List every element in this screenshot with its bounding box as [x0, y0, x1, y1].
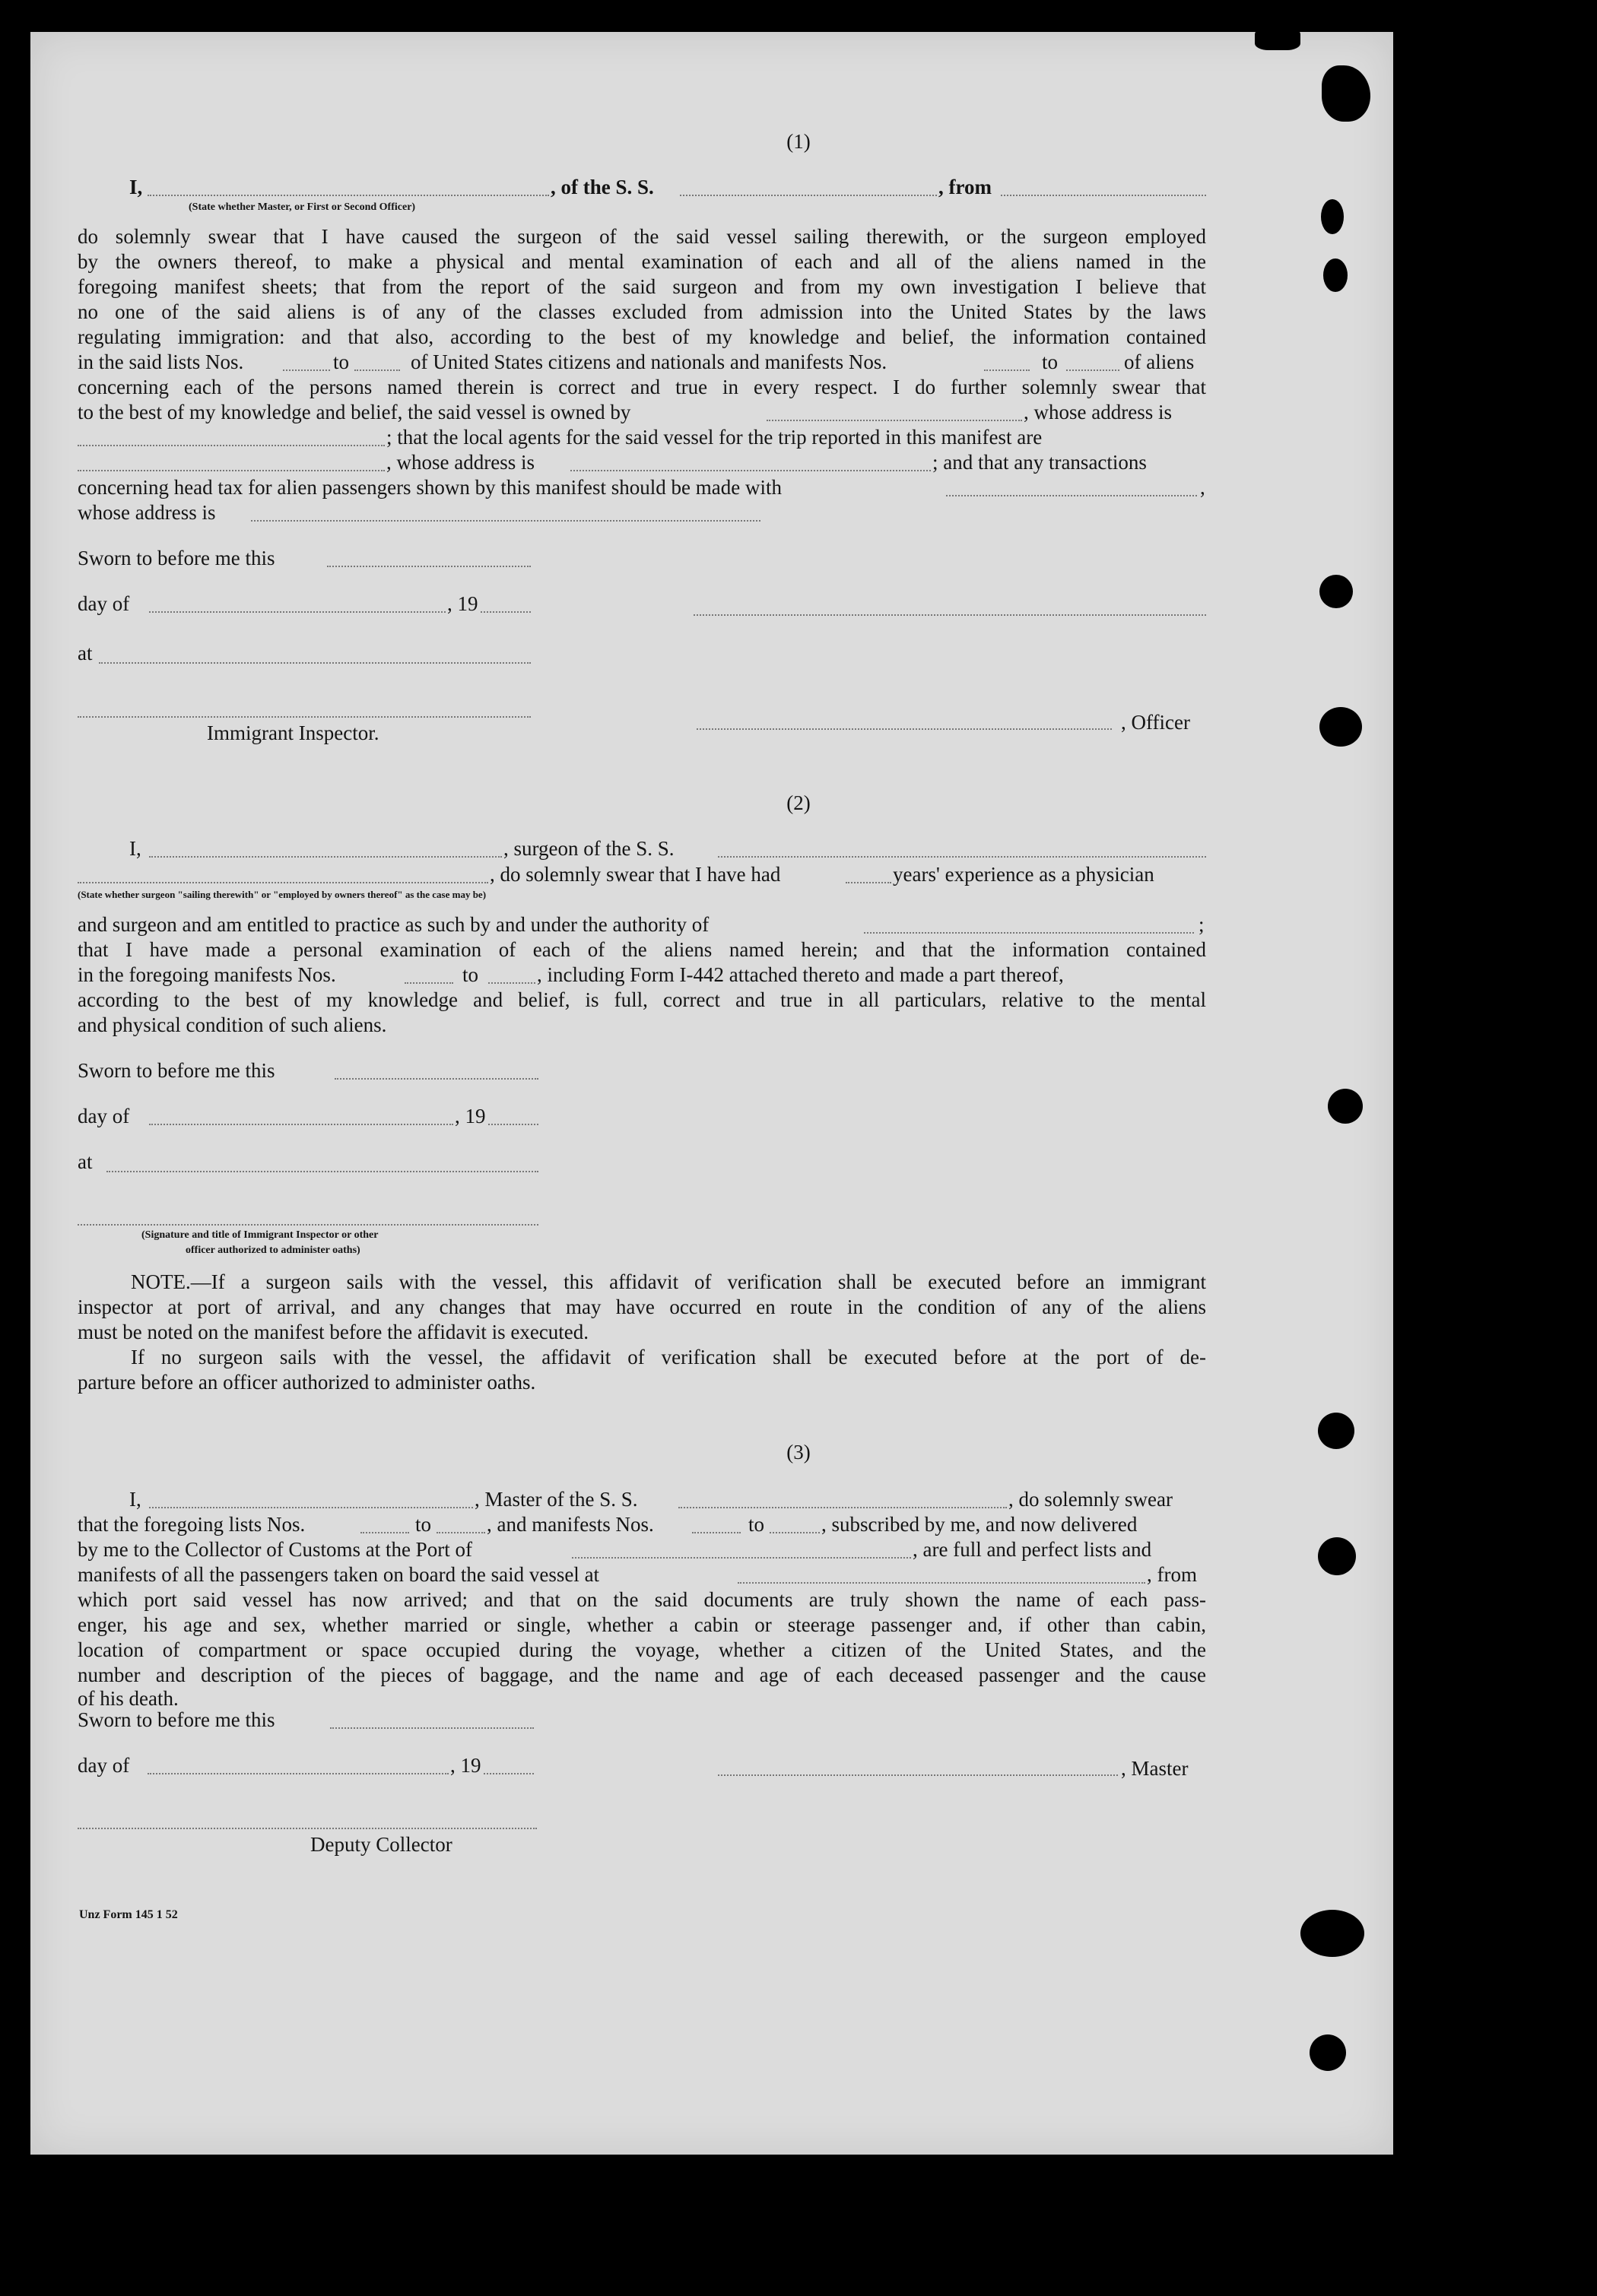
year-label: , 19 [450, 1754, 481, 1777]
year-label: , 19 [447, 592, 478, 615]
torn-edge [1255, 27, 1300, 50]
vessel-name-line[interactable] [718, 856, 1206, 858]
agents-line[interactable] [78, 470, 385, 471]
surgeon-note: (State whether surgeon "sailing therewith" or "employed by owners thereof" as the case may be) [78, 889, 487, 900]
vessel-name-line[interactable] [680, 195, 937, 196]
manifests-label: in the foregoing manifests Nos. [78, 963, 336, 986]
swear-label: , do solemnly swear [1008, 1488, 1173, 1511]
manifests-to-line[interactable] [770, 1532, 820, 1533]
officer-name-line[interactable] [148, 195, 549, 196]
to-label: to [333, 350, 350, 373]
punch-hole [1328, 1089, 1363, 1124]
s3-line: of his death. [78, 1687, 179, 1710]
authority-label: and surgeon and am entitled to practice as such by and under the authority of [78, 913, 710, 936]
sworn-date-line[interactable] [330, 1727, 534, 1729]
deputy-collector-label: Deputy Collector [310, 1833, 452, 1856]
port-line[interactable] [572, 1557, 911, 1559]
transactions-label: ; and that any transactions [932, 451, 1147, 474]
sworn-date-line[interactable] [335, 1078, 538, 1080]
note-line: must be noted on the manifest before the affidavit is executed. [78, 1321, 589, 1343]
day-of-label: day of [78, 592, 130, 615]
owned-by-label: to the best of my knowledge and belief, the said vessel is owned by [78, 401, 631, 423]
note-line: inspector at port of arrival, and any changes that may have occurred en route in the condition of any of the aliens [78, 1295, 1206, 1318]
sworn-label: Sworn to before me this [78, 1708, 275, 1731]
form-i442-label: , including Form I-442 attached thereto and made a part thereof, [537, 963, 1064, 986]
s3-line: which port said vessel has now arrived; and that on the said documents are truly shown the name of each pass- [78, 1588, 1206, 1611]
s1-line: by the owners thereof, to make a physical and mental examination of each and all of the aliens named in the [78, 250, 1206, 273]
collector-signature-line[interactable] [78, 1828, 537, 1829]
from-port-line[interactable] [1001, 195, 1206, 196]
lists-from-line[interactable] [283, 369, 330, 371]
s1-line: foregoing manifest sheets; that from the report of the said surgeon and from my own investigation I believe that [78, 275, 1206, 298]
swear-label: , do solemnly swear that I have had [490, 863, 781, 886]
officer-signature-line[interactable] [694, 614, 1206, 616]
s2-line: and physical condition of such aliens. [78, 1013, 387, 1036]
manifests-from-line[interactable] [984, 369, 1030, 371]
manifests-to-line[interactable] [488, 982, 535, 984]
master-signature-line[interactable] [718, 1774, 1118, 1776]
s3-line: enger, his age and sex, whether married or single, whether a cabin or steerage passenger and, if other than cabin, [78, 1613, 1206, 1636]
officer-title-line[interactable] [697, 728, 1112, 730]
manifests-to-line[interactable] [1066, 369, 1119, 371]
lists-to-line[interactable] [354, 369, 400, 371]
master-sig-label: , Master [1121, 1757, 1189, 1780]
note-line: NOTE.—If a surgeon sails with the vessel, this affidavit of verification shall be executed before an immigrant [131, 1270, 1206, 1293]
note-line: parture before an officer authorized to administer oaths. [78, 1371, 536, 1394]
head-tax-address-line[interactable] [251, 520, 760, 522]
officer-label: , Officer [1121, 711, 1190, 734]
s2-line: according to the best of my knowledge and belief, is full, correct and true in all particulars, relative to the mental [78, 988, 1206, 1011]
port-label: by me to the Collector of Customs at the Port of [78, 1538, 472, 1561]
s2-line: that I have made a personal examination of each of the aliens named herein; and that the information contained [78, 938, 1206, 961]
surgeon-label: , surgeon of the S. S. [503, 837, 675, 860]
s3-line: number and description of the pieces of baggage, and the name and age of each deceased passenger and the cause [78, 1663, 1206, 1686]
to-label: to [462, 963, 479, 986]
at-label: at [78, 642, 93, 664]
punch-hole [1323, 258, 1348, 292]
year-line[interactable] [481, 611, 531, 613]
signature-line[interactable] [78, 1224, 538, 1226]
year-line[interactable] [488, 1124, 538, 1125]
surgeon-name-line[interactable] [149, 856, 502, 858]
sworn-label: Sworn to before me this [78, 547, 275, 569]
inspector-label: Immigrant Inspector. [207, 721, 379, 744]
owner-line[interactable] [767, 420, 1022, 421]
aliens-label: of aliens [1124, 350, 1195, 373]
punch-hole [1321, 199, 1344, 234]
s1-line: no one of the said aliens is of any of the classes excluded from admission into the United States by the laws [78, 300, 1206, 323]
whose-address-label: whose address is [78, 501, 216, 524]
to-label: to [1042, 350, 1059, 373]
section-1-number: (1) [786, 130, 811, 153]
section-2-number: (2) [786, 791, 811, 814]
master-name-line[interactable] [149, 1507, 473, 1508]
whose-address-label: , whose address is [1024, 401, 1172, 423]
manifests-from-line[interactable] [405, 982, 453, 984]
s1-line: do solemnly swear that I have caused the surgeon of the said vessel sailing therewith, or the surgeon employed [78, 225, 1206, 248]
to-label: to [748, 1513, 765, 1536]
punch-hole [1300, 1910, 1364, 1957]
owner-address-line[interactable] [78, 445, 385, 446]
s1-lists-label: in the said lists Nos. [78, 350, 244, 373]
taken-on-board-label: manifests of all the passengers taken on board the said vessel at [78, 1563, 600, 1586]
years-line[interactable] [846, 882, 891, 883]
sworn-date-line[interactable] [327, 566, 531, 567]
signature-note: officer authorized to administer oaths) [186, 1245, 360, 1256]
boarding-port-line[interactable] [738, 1582, 1145, 1584]
s3-line: location of compartment or space occupied during the voyage, whether a citizen of the United States, and the [78, 1638, 1206, 1661]
day-of-label: day of [78, 1105, 130, 1127]
at-label: at [78, 1150, 93, 1173]
s1-line: concerning each of the persons named therein is correct and true in every respect. I do further solemnly swear that [78, 376, 1206, 398]
day-of-line[interactable] [149, 1124, 453, 1125]
from-label: , from [1147, 1563, 1197, 1586]
punch-hole [1310, 2034, 1346, 2071]
to-label: to [415, 1513, 432, 1536]
sworn-label: Sworn to before me this [78, 1059, 275, 1082]
day-of-label: day of [78, 1754, 130, 1777]
day-of-line[interactable] [148, 1773, 449, 1774]
head-tax-line[interactable] [946, 495, 1197, 496]
form-number: Unz Form 145 1 52 [79, 1908, 178, 1921]
punch-hole [1318, 1537, 1356, 1575]
at-line[interactable] [106, 1171, 538, 1172]
year-label: , 19 [455, 1105, 486, 1127]
punch-hole [1319, 707, 1362, 747]
signature-note: (Signature and title of Immigrant Inspector or other [141, 1229, 379, 1241]
section-3-number: (3) [786, 1441, 811, 1464]
lists-to-line[interactable] [437, 1532, 485, 1533]
manifests-label: , and manifests Nos. [487, 1513, 654, 1536]
citizens-label: of United States citizens and nationals and manifests Nos. [411, 350, 887, 373]
surgeon-type-line[interactable] [78, 882, 488, 883]
years-label: years' experience as a physician [893, 863, 1154, 886]
at-line[interactable] [99, 662, 531, 664]
i-label: I, [129, 837, 141, 860]
perfect-lists-label: , are full and perfect lists and [913, 1538, 1152, 1561]
note-line: If no surgeon sails with the vessel, the affidavit of verification shall be executed before at the port of de- [131, 1346, 1206, 1368]
punch-hole [1319, 575, 1353, 608]
from-label: , from [938, 176, 992, 198]
agents-address-line[interactable] [570, 470, 931, 471]
officer-note: (State whether Master, or First or Second Officer) [189, 201, 416, 213]
lists-label: that the foregoing lists Nos. [78, 1513, 306, 1536]
whose-address-label: , whose address is [386, 451, 535, 474]
comma: , [1200, 476, 1205, 499]
lists-from-line[interactable] [360, 1532, 409, 1533]
day-of-line[interactable] [149, 611, 446, 613]
s1-line: regulating immigration: and that also, according to the best of my knowledge and belief, the information contained [78, 325, 1206, 348]
delivered-label: , subscribed by me, and now delivered [821, 1513, 1138, 1536]
semicolon: ; [1199, 913, 1205, 936]
inspector-signature-line[interactable] [78, 716, 531, 718]
year-line[interactable] [484, 1773, 534, 1774]
authority-line[interactable] [864, 932, 1194, 934]
i-label: I, [129, 1488, 141, 1511]
local-agents-label: ; that the local agents for the said vessel for the trip reported in this manifest are [386, 426, 1043, 449]
i-label: I, [129, 176, 143, 198]
master-label: , Master of the S. S. [475, 1488, 638, 1511]
vessel-name-line[interactable] [678, 1507, 1007, 1508]
head-tax-label: concerning head tax for alien passengers shown by this manifest should be made with [78, 476, 783, 499]
manifests-from-line[interactable] [692, 1532, 741, 1533]
of-ss-label: , of the S. S. [551, 176, 654, 198]
